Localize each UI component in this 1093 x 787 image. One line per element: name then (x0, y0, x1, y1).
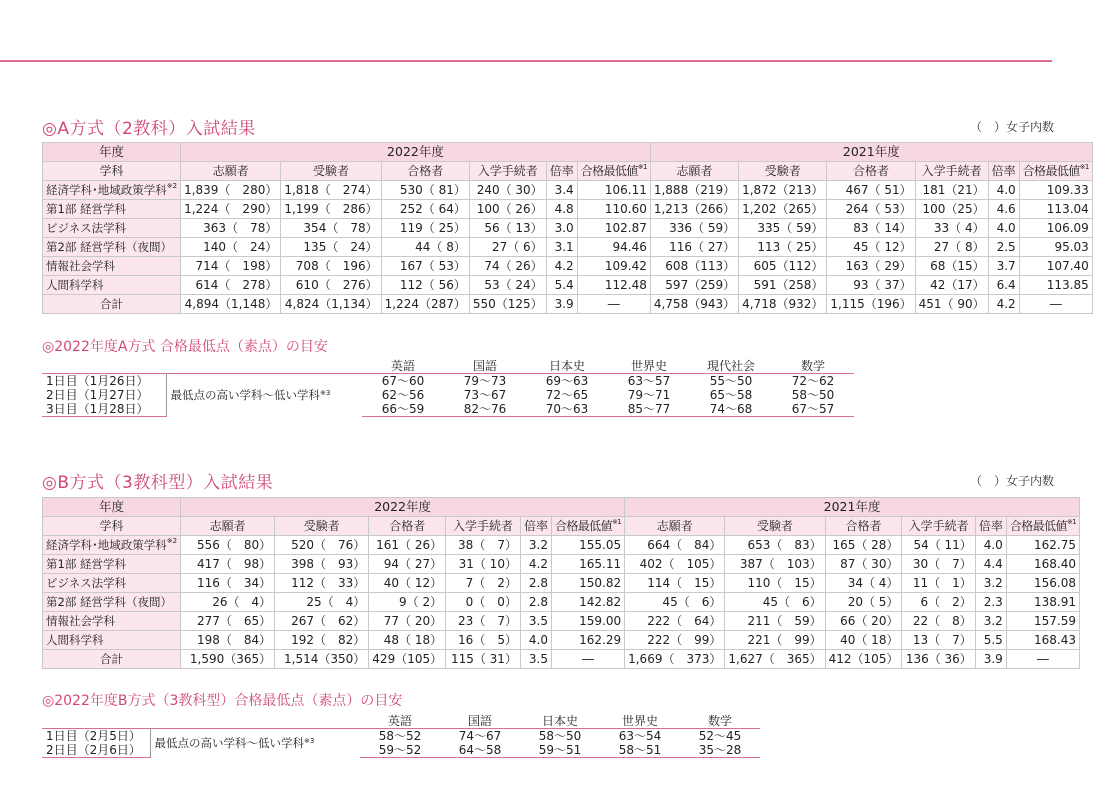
cell-value: 3.1 (546, 238, 577, 257)
cell-value: 140（ 24） (181, 238, 281, 257)
table-row (43, 631, 1080, 650)
col-examinees: 受験者 (275, 517, 369, 536)
cell-value: 116（ 34） (181, 574, 275, 593)
dept-name: 合計 (43, 295, 181, 314)
cell-value: 95.03 (1019, 238, 1092, 257)
score-range: 65～58 (709, 388, 753, 402)
min-score-guide-b (42, 714, 760, 758)
cell-value: 30（ 7） (902, 555, 975, 574)
score-range: 70～63 (526, 402, 608, 417)
cell-value: 163（ 29） (827, 257, 915, 276)
cell-value: 451（ 90） (915, 295, 988, 314)
cell-value: 467（ 51） (827, 181, 915, 200)
cell-value: 3.2 (520, 536, 551, 555)
cell-value: 20（ 5） (825, 593, 902, 612)
subject-label: 日本史 (541, 714, 578, 728)
cell-value: 168.40 (1006, 555, 1079, 574)
cell-value: 4.4 (975, 555, 1006, 574)
score-range: 72～65 (545, 388, 589, 402)
cell-value: 119（ 25） (381, 219, 469, 238)
table-row (43, 612, 1080, 631)
cell-value: 222（ 64） (625, 612, 725, 631)
cell-value: 87（ 30） (825, 555, 902, 574)
cell-value: 22（ 8） (902, 612, 975, 631)
exam-day: 3日目（1月28日） (42, 402, 166, 417)
cell-value: 66（ 20） (825, 612, 902, 631)
cell-value: 112（ 33） (275, 574, 369, 593)
guide-row (42, 729, 760, 744)
score-range: 35～28 (680, 743, 760, 758)
year-header: 年度 (43, 498, 181, 517)
score-range: 63～57 (608, 374, 690, 389)
cell-value: 45（ 12） (827, 238, 915, 257)
dept-name: 人間科学科 (43, 276, 181, 295)
cell-value: 3.5 (520, 612, 551, 631)
col-passed: 合格者 (825, 517, 902, 536)
score-range: 74～67 (440, 729, 520, 744)
cell-value: 222（ 99） (625, 631, 725, 650)
col-min-score: 合格最低値$^{※1}$ (551, 517, 624, 536)
score-range: 58～51 (600, 743, 680, 758)
cell-value: 3.7 (988, 257, 1019, 276)
cell-value: 135（ 24） (281, 238, 381, 257)
cell-value: 412（105） (825, 650, 902, 669)
cell-value: 94（ 27） (369, 555, 446, 574)
cell-value: 335（ 59） (739, 219, 827, 238)
cell-value: 402（ 105） (625, 555, 725, 574)
cell-value: 113.04 (1019, 200, 1092, 219)
cell-value: 74（ 26） (469, 257, 546, 276)
cell-value: 240（ 30） (469, 181, 546, 200)
cell-value: 1,669（ 373） (625, 650, 725, 669)
cell-value: 221（ 99） (725, 631, 825, 650)
cell-value: 23（ 7） (446, 612, 521, 631)
cell-value: 181（21） (915, 181, 988, 200)
col-applicants: 志願者 (650, 162, 738, 181)
col-passed: 合格者 (381, 162, 469, 181)
score-range: 85～77 (608, 402, 690, 417)
cell-value: 161（ 26） (369, 536, 446, 555)
score-range: 62～56 (381, 388, 425, 402)
col-ratio: 倍率 (975, 517, 1006, 536)
score-range: 64～58 (440, 743, 520, 758)
exam-day: 2日目（2月6日） (42, 743, 150, 758)
cell-value: 610（ 276） (281, 276, 381, 295)
cell-value: 48（ 18） (369, 631, 446, 650)
year1-header: 2022年度 (181, 143, 651, 162)
cell-value: 398（ 93） (275, 555, 369, 574)
cell-value: 102.87 (577, 219, 650, 238)
cell-value: 100（25） (915, 200, 988, 219)
cell-value: 4,758（943） (650, 295, 738, 314)
cell-value: 1,224（287） (381, 295, 469, 314)
dept-name: 第1部 経営学科 (43, 555, 181, 574)
dept-header: 学科 (43, 517, 181, 536)
cell-value: 45（ 6） (625, 593, 725, 612)
cell-value: 1,224（ 290） (181, 200, 281, 219)
score-range: 52～45 (680, 729, 760, 744)
cell-value: 4.2 (546, 257, 577, 276)
subject-label: 世界史 (630, 359, 667, 373)
col-min-score: 合格最低値$^{※1}$ (577, 162, 650, 181)
dept-name: ビジネス法学科 (43, 574, 181, 593)
blank-cell (166, 359, 362, 374)
cell-value: 1,213（266） (650, 200, 738, 219)
cell-value: 40（ 12） (369, 574, 446, 593)
cell-value: 530（ 81） (381, 181, 469, 200)
dept-header: 学科 (43, 162, 181, 181)
subject-label: 数学 (800, 359, 825, 373)
year1-header: 2022年度 (181, 498, 625, 517)
cell-value: 100（ 26） (469, 200, 546, 219)
dept-name: 情報社会学科 (43, 257, 181, 276)
dept-name: 情報社会学科 (43, 612, 181, 631)
exam-day: 1日目（2月5日） (42, 729, 150, 744)
cell-value: 614（ 278） (181, 276, 281, 295)
cell-value: 56（ 13） (469, 219, 546, 238)
dept-name: ビジネス法学科 (43, 219, 181, 238)
cell-value: 3.9 (975, 650, 1006, 669)
dept-name: 人間科学科 (43, 631, 181, 650)
cell-value: 550（125） (469, 295, 546, 314)
results-table-a (42, 142, 1093, 314)
cell-value: 277（ 65） (181, 612, 275, 631)
cell-value: 1,627（ 365） (725, 650, 825, 669)
col-passed: 合格者 (369, 517, 446, 536)
cell-value: 192（ 82） (275, 631, 369, 650)
subject-header-row (42, 359, 854, 374)
cell-value: 2.8 (520, 593, 551, 612)
cell-value: 653（ 83） (725, 536, 825, 555)
cell-value: ― (551, 650, 624, 669)
col-enrolled: 入学手続者 (469, 162, 546, 181)
exam-day: 1日目（1月26日） (42, 374, 166, 389)
col-applicants: 志願者 (625, 517, 725, 536)
cell-value: 106.11 (577, 181, 650, 200)
score-range: 72～62 (772, 374, 854, 389)
cell-value: 605（112） (739, 257, 827, 276)
cell-value: 34（ 4） (825, 574, 902, 593)
cell-value: 44（ 8） (381, 238, 469, 257)
table-row (43, 276, 1093, 295)
cell-value: 11（ 1） (902, 574, 975, 593)
cell-value: 1,818（ 274） (281, 181, 381, 200)
guide-row (42, 374, 854, 389)
cell-value: 136（ 36） (902, 650, 975, 669)
cell-value: 6（ 2） (902, 593, 975, 612)
cell-value: 387（ 103） (725, 555, 825, 574)
cell-value: 6.4 (988, 276, 1019, 295)
total-row (43, 295, 1093, 314)
cell-value: 42（17） (915, 276, 988, 295)
cell-value: 142.82 (551, 593, 624, 612)
cell-value: 68（15） (915, 257, 988, 276)
col-passed: 合格者 (827, 162, 915, 181)
cell-value: 198（ 84） (181, 631, 275, 650)
cell-value: 83（ 14） (827, 219, 915, 238)
column-header-row (43, 162, 1093, 181)
score-range: 58～50 (791, 388, 835, 402)
cell-value: 33（ 4） (915, 219, 988, 238)
column-header-row (43, 517, 1080, 536)
total-row (43, 650, 1080, 669)
cell-value: 2.5 (988, 238, 1019, 257)
guide-row (42, 743, 760, 758)
score-range: 67～57 (772, 402, 854, 417)
cell-value: 77（ 20） (369, 612, 446, 631)
cell-value: 110.60 (577, 200, 650, 219)
cell-value: 112（ 56） (381, 276, 469, 295)
cell-value: 110（ 15） (725, 574, 825, 593)
table-row (43, 555, 1080, 574)
score-range: 73～67 (463, 388, 507, 402)
col-enrolled: 入学手続者 (902, 517, 975, 536)
section-a-title: ◎A方式（2教科）入試結果 (42, 119, 256, 139)
cell-value: 3.5 (520, 650, 551, 669)
dept-name: 第2部 経営学科（夜間） (43, 238, 181, 257)
cell-value: 429（105） (369, 650, 446, 669)
cell-value: 2.3 (975, 593, 1006, 612)
blank-cell (42, 359, 166, 374)
table-row (43, 574, 1080, 593)
score-range: 82～76 (444, 402, 526, 417)
table-row (43, 181, 1093, 200)
cell-value: 40（ 18） (825, 631, 902, 650)
cell-value: 25（ 4） (275, 593, 369, 612)
cell-value: 165.11 (551, 555, 624, 574)
table-row (43, 593, 1080, 612)
cell-value: 664（ 84） (625, 536, 725, 555)
cell-value: 211（ 59） (725, 612, 825, 631)
cell-value: 608（113） (650, 257, 738, 276)
table-row (43, 257, 1093, 276)
dept-name: 合計 (43, 650, 181, 669)
cell-value: 714（ 198） (181, 257, 281, 276)
cell-value: 1,199（ 286） (281, 200, 381, 219)
score-range: 59～51 (520, 743, 600, 758)
cell-value: 27（ 8） (915, 238, 988, 257)
blank-cell (150, 714, 360, 729)
cell-value: 150.82 (551, 574, 624, 593)
cell-value: 38（ 7） (446, 536, 521, 555)
min-score-guide-a (42, 359, 854, 417)
cell-value: ― (1006, 650, 1079, 669)
subject-label: 国語 (467, 714, 492, 728)
score-range: 67～60 (362, 374, 444, 389)
table-row (43, 536, 1080, 555)
cell-value: 16（ 5） (446, 631, 521, 650)
cell-value: 4.2 (520, 555, 551, 574)
cell-value: 113（ 25） (739, 238, 827, 257)
col-min-score: 合格最低値$^{※1}$ (1019, 162, 1092, 181)
cell-value: 264（ 53） (827, 200, 915, 219)
cell-value: 520（ 76） (275, 536, 369, 555)
score-range: 66～59 (362, 402, 444, 417)
col-ratio: 倍率 (546, 162, 577, 181)
cell-value: 252（ 64） (381, 200, 469, 219)
cell-value: 4.0 (520, 631, 551, 650)
cell-value: 113.85 (1019, 276, 1092, 295)
score-range: 74～68 (690, 402, 772, 417)
cell-value: 1,514（350） (275, 650, 369, 669)
cell-value: 167（ 53） (381, 257, 469, 276)
cell-value: 1,888（219） (650, 181, 738, 200)
cell-value: 162.75 (1006, 536, 1079, 555)
cell-value: 31（ 10） (446, 555, 521, 574)
col-ratio: 倍率 (988, 162, 1019, 181)
subject-label: 数学 (707, 714, 732, 728)
col-examinees: 受験者 (739, 162, 827, 181)
cell-value: 1,590（365） (181, 650, 275, 669)
gender-note-b: （ ）女子内数 (969, 474, 1054, 488)
cell-value: 7（ 2） (446, 574, 521, 593)
cell-value: 267（ 62） (275, 612, 369, 631)
cell-value: 114（ 15） (625, 574, 725, 593)
cell-value: 0（ 0） (446, 593, 521, 612)
cell-value: 53（ 24） (469, 276, 546, 295)
cell-value: 157.59 (1006, 612, 1079, 631)
cell-value: 708（ 196） (281, 257, 381, 276)
exam-day: 2日目（1月27日） (42, 388, 166, 402)
cell-value: 165（ 28） (825, 536, 902, 555)
subject-label: 英語 (390, 359, 415, 373)
guide-row (42, 388, 854, 402)
year-header: 年度 (43, 143, 181, 162)
cell-value: 155.05 (551, 536, 624, 555)
score-range: 79～71 (627, 388, 671, 402)
dept-name: 経済学科･地域政策学科$^{※2}$ (43, 536, 181, 555)
section-a-guide-title: ◎2022年度A方式 合格最低点（素点）の目安 (42, 339, 328, 355)
cell-value: 556（ 80） (181, 536, 275, 555)
subject-header-row (42, 714, 760, 729)
cell-value: 4.6 (988, 200, 1019, 219)
cell-value: 4,718（932） (739, 295, 827, 314)
score-range: 63～54 (600, 729, 680, 744)
gender-note-a: （ ）女子内数 (969, 120, 1054, 134)
score-range: 59～52 (360, 743, 440, 758)
table-row (43, 200, 1093, 219)
cell-value: 9（ 2） (369, 593, 446, 612)
subject-label: 国語 (472, 359, 497, 373)
cell-value: 3.9 (546, 295, 577, 314)
col-ratio: 倍率 (520, 517, 551, 536)
cell-value: 3.2 (975, 612, 1006, 631)
cell-value: ― (577, 295, 650, 314)
cell-value: 2.8 (520, 574, 551, 593)
cell-value: 5.5 (975, 631, 1006, 650)
cell-value: 159.00 (551, 612, 624, 631)
dept-name: 経済学科･地域政策学科$^{※2}$ (43, 181, 181, 200)
results-table-b (42, 497, 1080, 669)
year2-header: 2021年度 (650, 143, 1092, 162)
cell-value: 115（ 31） (446, 650, 521, 669)
cell-value: 106.09 (1019, 219, 1092, 238)
subject-label: 現代社会 (706, 359, 755, 373)
score-range: 58～50 (520, 729, 600, 744)
cell-value: 45（ 6） (725, 593, 825, 612)
section-b-guide-title: ◎2022年度B方式（3教科型）合格最低点（素点）の目安 (42, 693, 403, 709)
cell-value: 417（ 98） (181, 555, 275, 574)
cell-value: 1,839（ 280） (181, 181, 281, 200)
cell-value: 168.43 (1006, 631, 1079, 650)
cell-value: 26（ 4） (181, 593, 275, 612)
cell-value: 112.48 (577, 276, 650, 295)
dept-name: 第1部 経営学科 (43, 200, 181, 219)
range-note: 最低点の高い学科～低い学科$^{※3}$ (150, 729, 360, 758)
top-rule (0, 60, 1052, 62)
cell-value: 93（ 37） (827, 276, 915, 295)
cell-value: 107.40 (1019, 257, 1092, 276)
col-applicants: 志願者 (181, 517, 275, 536)
cell-value: 336（ 59） (650, 219, 738, 238)
col-examinees: 受験者 (281, 162, 381, 181)
cell-value: 4,824（1,134） (281, 295, 381, 314)
cell-value: 4.0 (988, 219, 1019, 238)
guide-row (42, 402, 854, 417)
cell-value: 1,872（213） (739, 181, 827, 200)
cell-value: 27（ 6） (469, 238, 546, 257)
range-note: 最低点の高い学科～低い学科$^{※3}$ (166, 374, 362, 417)
cell-value: ― (1019, 295, 1092, 314)
cell-value: 354（ 78） (281, 219, 381, 238)
score-range: 79～73 (444, 374, 526, 389)
cell-value: 138.91 (1006, 593, 1079, 612)
cell-value: 3.4 (546, 181, 577, 200)
col-examinees: 受験者 (725, 517, 825, 536)
cell-value: 5.4 (546, 276, 577, 295)
dept-name: 第2部 経営学科（夜間） (43, 593, 181, 612)
col-enrolled: 入学手続者 (915, 162, 988, 181)
score-range: 58～52 (360, 729, 440, 744)
cell-value: 1,115（196） (827, 295, 915, 314)
cell-value: 156.08 (1006, 574, 1079, 593)
subject-label: 英語 (387, 714, 412, 728)
col-min-score: 合格最低値$^{※1}$ (1006, 517, 1079, 536)
cell-value: 109.33 (1019, 181, 1092, 200)
cell-value: 4.0 (988, 181, 1019, 200)
score-range: 55～50 (690, 374, 772, 389)
cell-value: 4,894（1,148） (181, 295, 281, 314)
score-range: 69～63 (526, 374, 608, 389)
cell-value: 591（258） (739, 276, 827, 295)
cell-value: 94.46 (577, 238, 650, 257)
cell-value: 1,202（265） (739, 200, 827, 219)
table-row (43, 219, 1093, 238)
year2-header: 2021年度 (625, 498, 1080, 517)
section-b-title: ◎B方式（3教科型）入試結果 (42, 473, 274, 493)
cell-value: 116（ 27） (650, 238, 738, 257)
cell-value: 4.8 (546, 200, 577, 219)
cell-value: 162.29 (551, 631, 624, 650)
table-row (43, 238, 1093, 257)
cell-value: 54（ 11） (902, 536, 975, 555)
cell-value: 363（ 78） (181, 219, 281, 238)
cell-value: 13（ 7） (902, 631, 975, 650)
col-applicants: 志願者 (181, 162, 281, 181)
col-enrolled: 入学手続者 (446, 517, 521, 536)
subject-label: 日本史 (548, 359, 585, 373)
cell-value: 3.2 (975, 574, 1006, 593)
cell-value: 4.2 (988, 295, 1019, 314)
cell-value: 109.42 (577, 257, 650, 276)
cell-value: 3.0 (546, 219, 577, 238)
cell-value: 597（259） (650, 276, 738, 295)
cell-value: 4.0 (975, 536, 1006, 555)
blank-cell (42, 714, 150, 729)
subject-label: 世界史 (621, 714, 658, 728)
